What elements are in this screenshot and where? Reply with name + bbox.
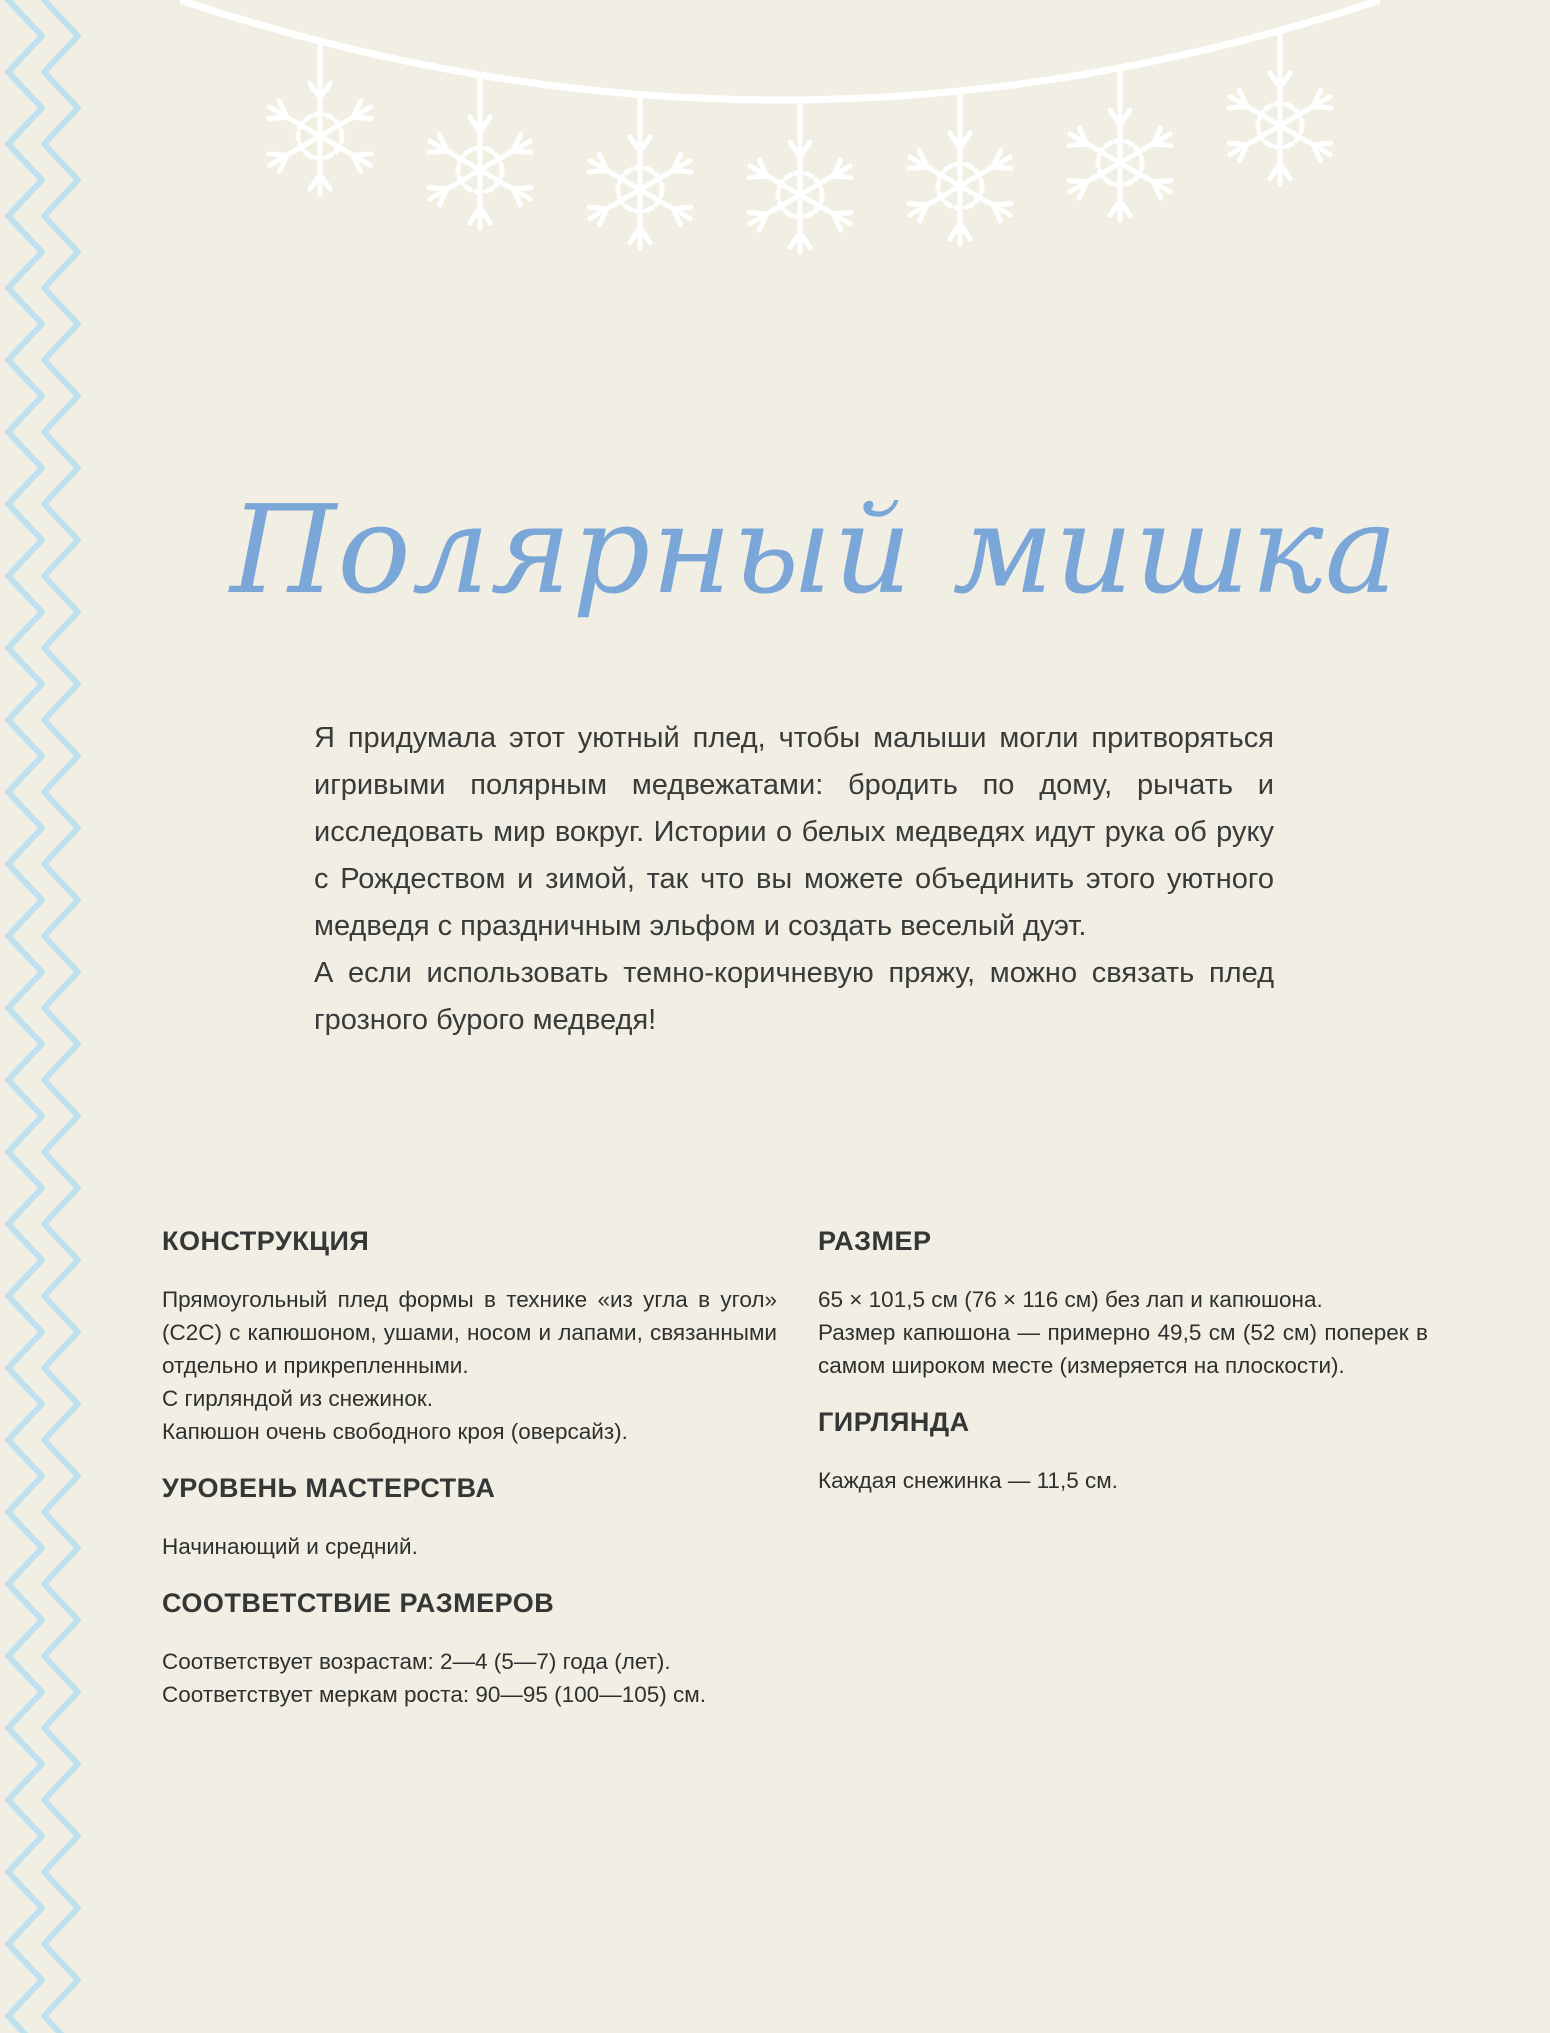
intro-paragraph: А если использовать темно-коричневую пряжу, можно связать плед грозного бурого медведя! — [314, 957, 1274, 1036]
construction-section — [162, 1225, 777, 1448]
section-heading: УРОВЕНЬ МАСТЕРСТВА — [162, 1473, 496, 1503]
snowflake-icon — [749, 100, 851, 253]
section-text: Капюшон очень свободного кроя (оверсайз). — [162, 1419, 628, 1444]
section-text: Прямоугольный плед формы в технике «из угла в угол» (C2C) с капюшоном, ушами, носом и лапами, связанными отдельно и прикрепленными. — [162, 1287, 777, 1378]
section-text: Соответствует возрастам: 2—4 (5—7) года (лет). — [162, 1649, 671, 1674]
section-text: Каждая снежинка — 11,5 см. — [818, 1468, 1118, 1493]
section-heading: КОНСТРУКЦИЯ — [162, 1226, 370, 1256]
snowflake-icon — [269, 41, 371, 194]
snowflake-garland-image — [180, 0, 1380, 360]
left-column — [162, 1225, 777, 1735]
section-text: С гирляндой из снежинок. — [162, 1386, 433, 1411]
section-heading: СООТВЕТСТВИЕ РАЗМЕРОВ — [162, 1588, 555, 1618]
section-heading: РАЗМЕР — [818, 1226, 932, 1256]
zigzag-border-decoration — [0, 0, 90, 2033]
size-match-section — [162, 1587, 777, 1711]
section-text: 65 × 101,5 см (76 × 116 см) без лап и капюшона. — [818, 1287, 1323, 1312]
size-section — [818, 1225, 1428, 1382]
snowflake-icon — [429, 75, 531, 228]
page-title: Полярный мишка — [230, 479, 1399, 621]
snowflake-icon — [1069, 68, 1171, 221]
intro-text — [314, 715, 1274, 1044]
skill-section — [162, 1472, 777, 1563]
snowflake-icon — [589, 95, 691, 248]
section-text: Размер капюшона — примерно 49,5 см (52 см) поперек в самом широком месте (измеряется на плоскости). — [818, 1320, 1428, 1378]
garland-section — [818, 1406, 1428, 1497]
snowflake-icon — [1229, 31, 1331, 184]
right-column — [818, 1225, 1428, 1521]
intro-paragraph: Я придумала этот уютный плед, чтобы малыши могли притворяться игривыми полярным медвежатами: бродить по дому, рычать и исследовать мир вокруг. Истории о белых медведях идут рука об руку с Рождеством и зимой, так что вы можете объединить этого уютного медведя с праздничным эльфом и создать веселый дуэт. — [314, 722, 1274, 942]
section-text: Соответствует меркам роста: 90—95 (100—105) см. — [162, 1682, 706, 1707]
section-text: Начинающий и средний. — [162, 1534, 418, 1559]
snowflake-icon — [909, 91, 1011, 244]
section-heading: ГИРЛЯНДА — [818, 1407, 970, 1437]
